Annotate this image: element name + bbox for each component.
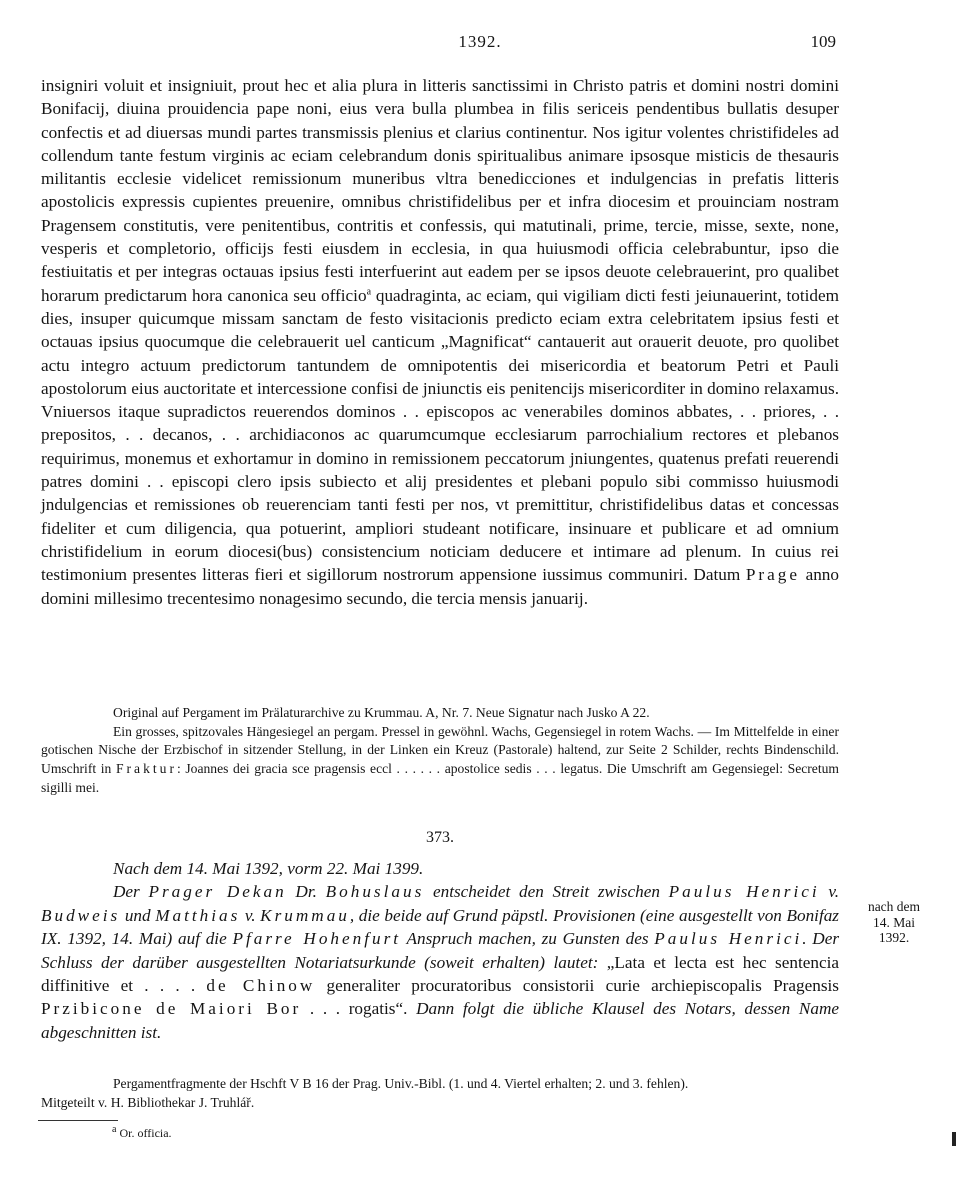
person-name: Bohuslaus (325, 882, 425, 902)
regest-text: , die beide auf Grund päpstl. Provisionen (eine ausgestellt von Bonifaz IX. 1392, 14. Mai) auf die (41, 905, 839, 949)
communicator-note: Mitgeteilt v. H. Bibliothekar J. Truhlář. (41, 1094, 255, 1110)
place-name-prage: Prage (745, 565, 800, 585)
latin-quote: . . . rogatis“. (301, 999, 408, 1019)
source-note-line: Pergamentfragmente der Hschft V B 16 der Prag. Univ.-Bibl. (1. und 4. Viertel erhalten; 2. und 3. fehlen). (113, 1076, 689, 1091)
footnote (112, 1126, 172, 1141)
page-number: 109 (810, 32, 836, 51)
person-name: Przibicone de Maiori Bor (41, 999, 302, 1019)
place-name: Budweis (41, 905, 121, 925)
person-name: Prager Dekan (148, 882, 287, 902)
place-name: Pfarre Hohenfurt (232, 929, 402, 949)
fraktur-word: Fraktur (115, 761, 177, 777)
regest-text: und (120, 905, 156, 925)
charter-text-part-1: insigniri voluit et insigniuit, prout hec et alia plura in litteris sanctissimi in Christo patris et domini nostri domini Bonifacij, diuina prouidencia pape noni, eius vera bulla plumbea in filis sericeis pendentibus bullatis desuper confectis et ad diuersas mundi partes transmissis plenius et clarius continentur. Nos igitur volentes christifideles ad collendum tante festum virginis ac eciam celebrandum donis spiritualibus animare ipsosque misticis de thesauris militantis ecclesie videlicet remissionum muneribus vltra benedicciones et indulgencias in prefatis litteris apostolicis expressis cupientes preuenire, omnibus christifidelibus per et infra diocesim et prouinciam nostram Pragensem constitutis, vere penitentibus, contritis et confessis, qui matutinali, prime, tercie, misse, sexte, none, vesperis et completorio, officijs festi eiusdem in ecclesia, in qua huiusmodi officia celebrabuntur, ipso die festiuitatis et per integras octauas ipsius festi interfuerint aut eadem per se ipsos deuote celebrauerint, pro qualibet horarum predictarum hora canonica seu officio (41, 76, 839, 305)
footnote-text: Or. officia. (116, 1126, 172, 1140)
regest (41, 857, 839, 1044)
seal-description-part-1: Ein grosses, spitzovales Hängesiegel an pergam. Pressel in gewöhnl. Wachs, Gegensiegel in rotem Wachs. — Im Mittelfelde in einer gotischen Nische der Erzbischof in sitzender Stellung, in der Linken ein Kreuz (Pastorale) haltend, zur Seite 2 Schilder, rechts Bindenschild. Umschrift in (41, 723, 839, 777)
regest-text: entscheidet den Streit zwischen (424, 882, 669, 902)
person-name: de Chinow (206, 976, 316, 996)
regest-text: Der (113, 882, 149, 902)
margin-note-line: 1392. (878, 930, 910, 945)
person-name: Paulus Henrici (654, 929, 803, 949)
footnote-rule (38, 1120, 118, 1121)
seal-description (41, 723, 839, 798)
seal-description-part-2: : Joannes dei gracia sce pragensis eccl . . . . . . apostolice sedis . . . legatus. Die Umschrift am Gegensiegel: Secretum sigilli mei. (41, 761, 839, 795)
latin-quote: „Lata et lecta est hec sentencia diffinitive et . . . . (41, 952, 839, 996)
regest-text: . Der Schluss der darüber ausgestellten Notariatsurkunde (soweit erhalten) lautet: (41, 929, 840, 972)
regest-text: v. (819, 882, 839, 902)
regest-date: Nach dem 14. Mai 1392, vorm 22. Mai 1399. (113, 859, 424, 878)
margin-note-line: nach dem (867, 899, 921, 914)
latin-quote: generaliter procuratoribus consistorii curie archiepiscopalis Pragensis (315, 976, 839, 996)
charter-paragraph (41, 74, 839, 610)
regest-text: v. (240, 905, 261, 925)
document-number: 373. (426, 829, 454, 846)
regest-text: Dann folgt die übliche Klausel des Notars, dessen Name abgeschnitten ist. (41, 999, 839, 1042)
scan-edge-mark (952, 1132, 956, 1146)
footnote-reference: a (366, 285, 372, 297)
archival-note-line: Original auf Pergament im Prälaturarchive zu Krummau. A, Nr. 7. Neue Signatur nach Jusko A 22. (113, 705, 650, 720)
margin-date-note (854, 899, 934, 946)
person-name: Paulus Henrici (668, 882, 820, 902)
place-name: Krummau (260, 905, 350, 925)
regest-text: Anspruch machen, zu Gunsten des (401, 929, 655, 949)
margin-note-line: 14. Mai (873, 914, 915, 930)
source-note (41, 1075, 839, 1112)
footnote-mark: a (112, 1124, 117, 1135)
archival-note (41, 704, 839, 798)
charter-text-part-2: quadraginta, ac eciam, qui vigiliam dicti festi jeiunauerint, totidem dies, insuper quicumque missam sanctam de festo visitacionis predicto eciam extra celebritatem ipsius festi et octauas ipsius quocumque die celebrauerit uel canticum „Magnificat“ cantauerit aut orauerit deuote, pro quolibet actu integro actuum predictorum tantundem de omnipotentis dei misericordia et beatorum Petri et Pauli apostolorum eius auctoritate et intercessione confisi de jniunctis eis penitencijs misericorditer in domino relaxamus. Vniuersos itaque supradictos reuerendos dominos . . episcopos ac venerabiles dominos abbates, . . priores, . . prepositos, . . decanos, . . archidiaconos ac quarumcumque ecclesiarum parrochialium rectores et plebanos requirimus, monemus et exhortamur in domino in remissionem peccatorum jniungentes, quatenus prefati reuerendi patres domini . . episcopi clero ipsis subiecto et alij presidentes et plebani populo sibi commisso huiusmodi jndulgencias et remissiones ob reuerenciam tanti festi per nos, vt premittitur, christifidelibus datas et concessas fideliter et cum diligencia, qua potuerint, ampliori studeant notificare, insinuare et publicare et ad omnium christifidelium in eorum diocesi(bus) consistencium noticiam deducere et intimare ad plenum. In cuius rei testimonium presentes litteras fieri et sigillorum nostrorum appensione iussimus communiri. Datum (41, 285, 839, 585)
person-name: Matthias (155, 905, 241, 925)
running-header-year: 1392. (458, 32, 502, 51)
regest-body (41, 880, 839, 1044)
charter-text (41, 74, 839, 610)
charter-text-part-3: anno domini millesimo trecentesimo nonagesimo secundo, die tercia mensis januarij. (41, 565, 839, 608)
regest-text: Dr. (286, 882, 326, 902)
